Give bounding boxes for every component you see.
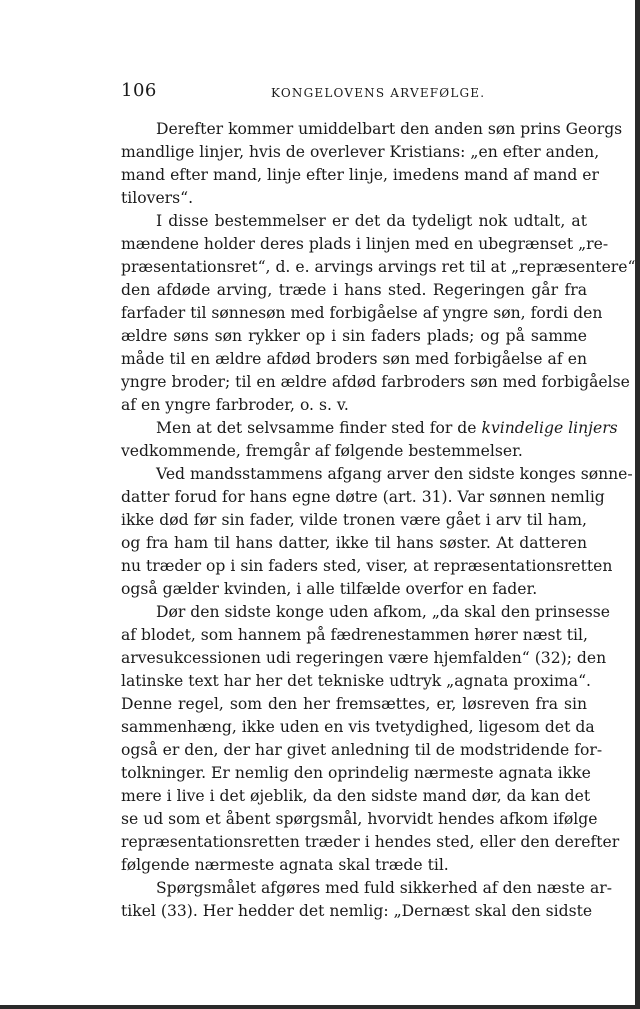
running-title: KONGELOVENS ARVEFØLGE.	[271, 86, 486, 100]
text-line: mandlige linjer, hvis de overlever Kristians: „en efter anden,	[121, 143, 600, 161]
text-line: yngre broder; til en ældre afdød farbroders søn med forbigåelse	[121, 373, 630, 391]
text-line: Denne regel, som den her fremsættes, er, løsreven fra sin	[121, 695, 587, 713]
text-line: følgende nærmeste agnata skal træde til.	[121, 856, 449, 874]
text-line: repræsentationsretten træder i hendes sted, eller den derefter	[121, 833, 620, 851]
text-line: ikke død før sin fader, vilde tronen være gået i arv til ham,	[121, 511, 587, 529]
text-segment: Men at det selvsamme finder sted for de	[156, 419, 477, 437]
text-line	[121, 417, 618, 440]
text-line: den afdøde arving, træde i hans sted. Regeringen går fra	[121, 281, 587, 299]
text-line: nu træder op i sin faders sted, viser, at repræsentationsretten	[121, 557, 613, 575]
body-text	[121, 118, 636, 923]
text-line: og fra ham til hans datter, ikke til hans søster. At datteren	[121, 534, 587, 552]
text-line: datter forud for hans egne døtre (art. 31). Var sønnen nemlig	[121, 488, 605, 506]
text-line: præsentationsret“, d. e. arvings arvings ret til at „repræsentere“	[121, 258, 636, 276]
page-header	[121, 80, 587, 104]
text-line: mand efter mand, linje efter linje, imedens mand af mand er	[121, 166, 599, 184]
text-line: latinske text har her det tekniske udtryk „agnata proxima“.	[121, 672, 592, 690]
text-line: af blodet, som hannem på fædrenestammen hører næst til,	[121, 626, 588, 644]
scan-edge-bottom	[0, 1005, 640, 1009]
text-line: måde til en ældre afdød broders søn med forbigåelse af en	[121, 350, 587, 368]
text-line: Spørgsmålet afgøres med fuld sikkerhed af den næste ar-	[156, 879, 612, 897]
text-line: også gælder kvinden, i alle tilfælde overfor en fader.	[121, 580, 538, 598]
page-number: 106	[121, 80, 157, 101]
text-line: tilovers“.	[121, 189, 194, 207]
text-line: sammenhæng, ikke uden en vis tvetydighed, ligesom det da	[121, 718, 595, 736]
text-line: mere i live i det øjeblik, da den sidste mand dør, da kan det	[121, 787, 591, 805]
text-line: arvesukcessionen udi regeringen være hjemfalden“ (32); den	[121, 649, 607, 667]
text-line: også er den, der har givet anledning til de modstridende for-	[121, 741, 603, 759]
text-line: farfader til sønnesøn med forbigåelse af yngre søn, fordi den	[121, 304, 603, 322]
text-line: Dør den sidste konge uden afkom, „da skal den prinsesse	[156, 603, 610, 621]
text-line: tikel (33). Her hedder det nemlig: „Dernæst skal den sidste	[121, 902, 593, 920]
scan-edge-right	[635, 0, 640, 1009]
text-line: mændene holder deres plads i linjen med en ubegrænset „re-	[121, 235, 609, 253]
text-line: I disse bestemmelser er det da tydeligt nok udtalt, at	[156, 212, 587, 230]
text-line: af en yngre farbroder, o. s. v.	[121, 396, 349, 414]
italic-phrase: kvindelige linjers	[481, 419, 618, 437]
text-line: Derefter kommer umiddelbart den anden søn prins Georgs	[156, 120, 623, 138]
text-line: ældre søns søn rykker op i sin faders plads; og på samme	[121, 327, 587, 345]
text-line: Ved mandsstammens afgang arver den sidste konges sønne-	[156, 465, 633, 483]
text-line: se ud som et åbent spørgsmål, hvorvidt hendes afkom ifølge	[121, 810, 598, 828]
text-line: tolkninger. Er nemlig den oprindelig nærmeste agnata ikke	[121, 764, 591, 782]
text-line: vedkommende, fremgår af følgende bestemmelser.	[121, 442, 523, 460]
